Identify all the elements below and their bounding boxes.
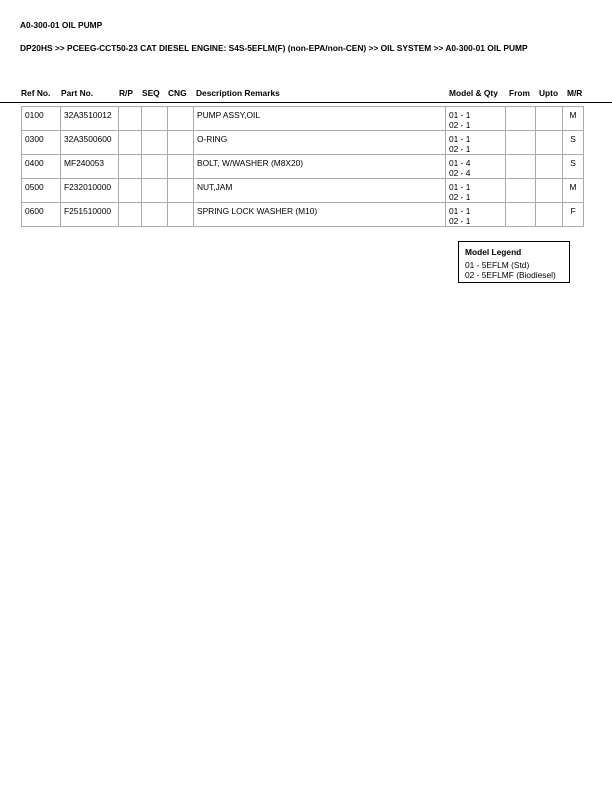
- table-row: [22, 107, 584, 131]
- model-qty-cell: [446, 107, 506, 131]
- model-qty-line: 01 - 1: [449, 110, 471, 120]
- col-header-mr: M/R: [567, 88, 583, 98]
- rp-cell: [119, 179, 142, 203]
- mr-cell: S: [563, 131, 584, 155]
- cng-cell: [168, 155, 194, 179]
- table-row: [22, 155, 584, 179]
- description-cell: BOLT, W/WASHER (M8X20): [194, 155, 446, 179]
- description-cell: PUMP ASSY,OIL: [194, 107, 446, 131]
- part-no-cell: F232010000: [61, 179, 119, 203]
- from-cell: [506, 179, 536, 203]
- model-legend-title: Model Legend: [465, 247, 522, 257]
- description-cell: NUT,JAM: [194, 179, 446, 203]
- mr-cell: M: [563, 107, 584, 131]
- model-legend-entry: 01 - 5EFLM (Std): [465, 260, 530, 270]
- model-qty-cell: [446, 155, 506, 179]
- description-cell: SPRING LOCK WASHER (M10): [194, 203, 446, 227]
- model-qty-cell: [446, 179, 506, 203]
- rp-cell: [119, 131, 142, 155]
- col-header-part-no: Part No.: [61, 88, 94, 98]
- col-header-model-qty: Model & Qty: [449, 88, 498, 98]
- cng-cell: [168, 107, 194, 131]
- col-header-cng: CNG: [168, 88, 187, 98]
- ref-no-cell: 0500: [22, 179, 61, 203]
- page-title: A0-300-01 OIL PUMP: [20, 20, 103, 30]
- cng-cell: [168, 131, 194, 155]
- col-header-upto: Upto: [539, 88, 559, 98]
- seq-cell: [142, 131, 168, 155]
- model-qty-line: 01 - 4: [449, 158, 471, 168]
- part-no-cell: MF240053: [61, 155, 119, 179]
- upto-cell: [536, 107, 563, 131]
- seq-cell: [142, 155, 168, 179]
- col-header-description: Description Remarks: [196, 88, 280, 98]
- table-row: [22, 203, 584, 227]
- rp-cell: [119, 203, 142, 227]
- upto-cell: [536, 203, 563, 227]
- seq-cell: [142, 203, 168, 227]
- seq-cell: [142, 107, 168, 131]
- from-cell: [506, 155, 536, 179]
- model-qty-line: 02 - 1: [449, 216, 471, 226]
- col-header-seq: SEQ: [142, 88, 160, 98]
- model-qty-line: 02 - 1: [449, 120, 471, 130]
- mr-cell: S: [563, 155, 584, 179]
- model-qty-line: 01 - 1: [449, 134, 471, 144]
- ref-no-cell: 0600: [22, 203, 61, 227]
- model-qty-line: 02 - 1: [449, 144, 471, 154]
- model-legend-entry: 02 - 5EFLMF (Biodiesel): [465, 270, 556, 280]
- table-row: [22, 131, 584, 155]
- model-legend: [458, 241, 570, 283]
- col-header-ref-no: Ref No.: [21, 88, 51, 98]
- mr-cell: F: [563, 203, 584, 227]
- upto-cell: [536, 155, 563, 179]
- upto-cell: [536, 179, 563, 203]
- cng-cell: [168, 203, 194, 227]
- from-cell: [506, 107, 536, 131]
- part-no-cell: F251510000: [61, 203, 119, 227]
- rp-cell: [119, 155, 142, 179]
- col-header-from: From: [509, 88, 530, 98]
- upto-cell: [536, 131, 563, 155]
- description-cell: O-RING: [194, 131, 446, 155]
- ref-no-cell: 0400: [22, 155, 61, 179]
- ref-no-cell: 0300: [22, 131, 61, 155]
- model-qty-line: 02 - 4: [449, 168, 471, 178]
- from-cell: [506, 203, 536, 227]
- part-no-cell: 32A3500600: [61, 131, 119, 155]
- cng-cell: [168, 179, 194, 203]
- model-qty-line: 02 - 1: [449, 192, 471, 202]
- seq-cell: [142, 179, 168, 203]
- parts-table: [21, 106, 584, 227]
- from-cell: [506, 131, 536, 155]
- mr-cell: M: [563, 179, 584, 203]
- rp-cell: [119, 107, 142, 131]
- part-no-cell: 32A3510012: [61, 107, 119, 131]
- model-qty-line: 01 - 1: [449, 182, 471, 192]
- ref-no-cell: 0100: [22, 107, 61, 131]
- table-row: [22, 179, 584, 203]
- model-qty-cell: [446, 131, 506, 155]
- col-header-rp: R/P: [119, 88, 133, 98]
- model-qty-line: 01 - 1: [449, 206, 471, 216]
- model-qty-cell: [446, 203, 506, 227]
- header-divider: [0, 102, 612, 103]
- breadcrumb: DP20HS >> PCEEG-CCT50-23 CAT DIESEL ENGINE: S4S-5EFLM(F) (non-EPA/non-CEN) >> OIL SYSTEM >> A0-300-01 OIL PUMP: [20, 43, 528, 53]
